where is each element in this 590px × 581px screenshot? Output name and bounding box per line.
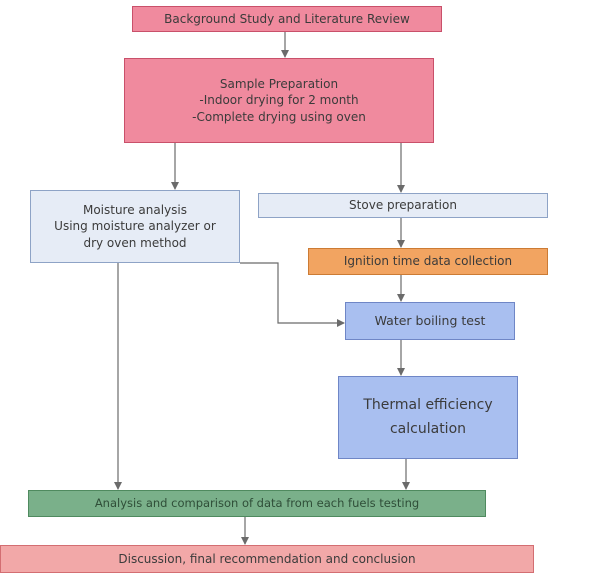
sample-preparation-title: Sample Preparation bbox=[219, 77, 339, 92]
thermal-efficiency-line-2: calculation bbox=[389, 420, 467, 437]
discussion-label: Discussion, final recommendation and conclusion bbox=[118, 551, 416, 566]
moisture-analysis-line-3: dry oven method bbox=[83, 235, 187, 250]
water-boiling-test-label: Water boiling test bbox=[374, 312, 486, 328]
moisture-analysis-title: Moisture analysis bbox=[82, 203, 188, 218]
thermal-efficiency-line-1: Thermal efficiency bbox=[363, 396, 493, 413]
ignition-time-box bbox=[308, 248, 548, 275]
stove-preparation-box bbox=[258, 193, 548, 218]
sample-preparation-step-1: -Indoor drying for 2 month bbox=[199, 93, 359, 108]
background-study-label: Background Study and Literature Review bbox=[164, 11, 410, 26]
moisture-analysis-box bbox=[30, 190, 240, 263]
thermal-efficiency-box bbox=[338, 376, 518, 459]
discussion-box bbox=[0, 545, 534, 573]
ignition-time-label: Ignition time data collection bbox=[343, 254, 513, 269]
moisture-analysis-line-2: Using moisture analyzer or bbox=[54, 219, 216, 234]
analysis-comparison-label: Analysis and comparison of data from each fuels testing bbox=[94, 495, 420, 510]
water-boiling-test-box bbox=[345, 302, 515, 340]
sample-preparation-box bbox=[124, 58, 434, 143]
stove-preparation-label: Stove preparation bbox=[349, 198, 457, 213]
sample-preparation-step-2: -Complete drying using oven bbox=[192, 109, 366, 124]
analysis-comparison-box bbox=[28, 490, 486, 517]
background-study-box bbox=[132, 6, 442, 32]
